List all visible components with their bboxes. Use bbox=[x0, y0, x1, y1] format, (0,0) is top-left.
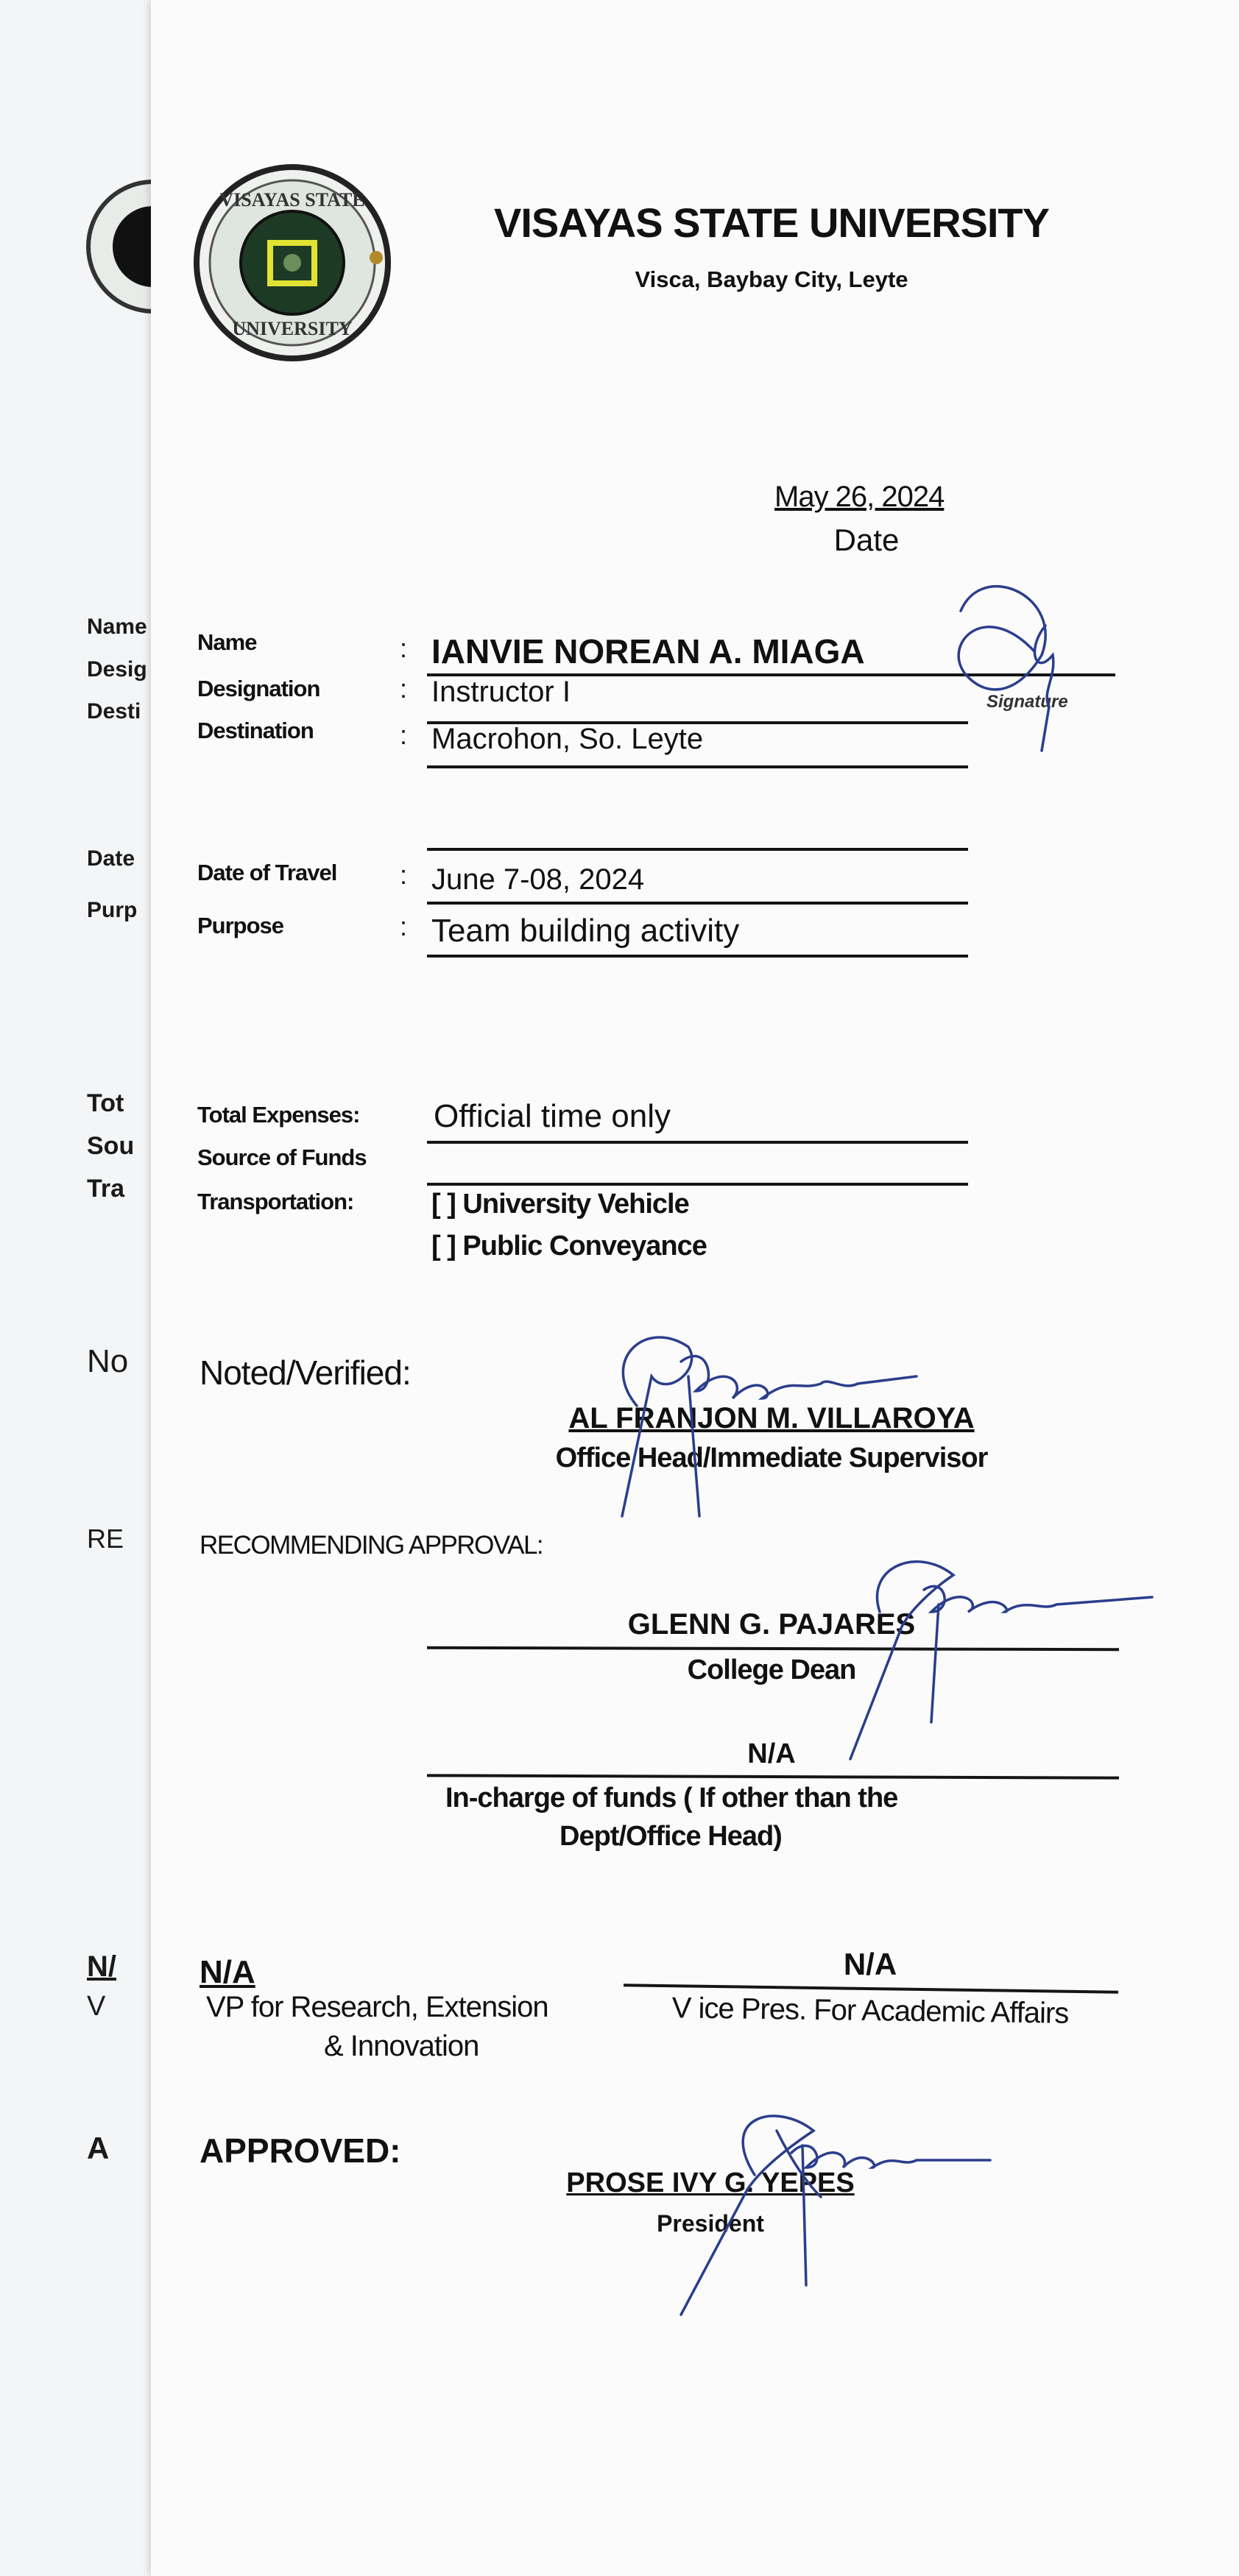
back-label: Desti bbox=[87, 699, 141, 723]
date-value: May 26, 2024 bbox=[774, 481, 945, 513]
funds-title-line-2: Dept/Office Head) bbox=[560, 1821, 782, 1852]
supervisor-signature bbox=[578, 1317, 946, 1524]
transportation-label: Transportation: bbox=[197, 1189, 354, 1214]
dean-name: GLENN G. PAJARES bbox=[627, 1608, 916, 1641]
total-expenses-value: Official time only bbox=[434, 1098, 671, 1134]
blank-underline bbox=[427, 848, 968, 851]
destination-underline bbox=[427, 765, 968, 768]
colon: : bbox=[400, 673, 408, 704]
recommending-label: RECOMMENDING APPROVAL: bbox=[200, 1531, 543, 1560]
designation-value: Instructor I bbox=[431, 676, 571, 708]
president-title: President bbox=[657, 2210, 764, 2237]
vp-research-title-line-2: & Innovation bbox=[324, 2030, 479, 2062]
back-label: Purp bbox=[87, 898, 138, 922]
approved-label: APPROVED: bbox=[200, 2131, 401, 2170]
back-label: Desig bbox=[87, 657, 147, 682]
date-label: Date bbox=[833, 523, 900, 557]
president-name: PROSE IVY G. YEPES bbox=[566, 2168, 855, 2198]
back-label: Name bbox=[87, 615, 147, 639]
back-seal-icon bbox=[80, 166, 151, 335]
colon: : bbox=[400, 720, 408, 750]
dean-signature bbox=[821, 1546, 1167, 1766]
vp-academic-value: N/A bbox=[843, 1947, 897, 1981]
applicant-signature bbox=[939, 567, 1086, 758]
president-signature bbox=[666, 2101, 1079, 2322]
signature-label: Signature bbox=[986, 692, 1068, 712]
colon: : bbox=[400, 633, 408, 663]
designation-label: Designation bbox=[197, 676, 320, 701]
vp-research-value: N/A bbox=[200, 1954, 255, 1990]
back-label: Tot bbox=[87, 1089, 124, 1117]
back-label: Date bbox=[87, 846, 135, 871]
back-label: Tra bbox=[87, 1175, 125, 1203]
destination-value: Macrohon, So. Leyte bbox=[431, 723, 704, 755]
funds-title-line-1: In-charge of funds ( If other than the bbox=[445, 1783, 898, 1814]
source-of-funds-label: Source of Funds bbox=[197, 1144, 367, 1170]
destination-label: Destination bbox=[197, 718, 314, 743]
university-name: VISAYAS STATE UNIVERSITY bbox=[494, 199, 1049, 246]
travel-form-sheet bbox=[151, 0, 1239, 2576]
vp-research-title-line-1: VP for Research, Extension bbox=[206, 1991, 548, 2023]
svg-text:UNIVERSITY: UNIVERSITY bbox=[232, 318, 353, 339]
noted-label: Noted/Verified: bbox=[200, 1354, 411, 1392]
back-label: RE bbox=[87, 1524, 124, 1554]
supervisor-title: Office Head/Immediate Supervisor bbox=[555, 1443, 988, 1473]
total-expenses-label: Total Expenses: bbox=[197, 1102, 360, 1128]
dean-title: College Dean bbox=[687, 1655, 856, 1685]
vp-academic-title: V ice Pres. For Academic Affairs bbox=[671, 1992, 1069, 2030]
funds-value: N/A bbox=[747, 1738, 796, 1769]
name-label: Name bbox=[197, 629, 257, 655]
colon: : bbox=[400, 911, 408, 941]
date-of-travel-label: Date of Travel bbox=[197, 860, 337, 885]
back-label: N/ bbox=[87, 1950, 116, 1983]
back-label: Sou bbox=[87, 1132, 135, 1160]
total-expenses-underline bbox=[427, 1141, 968, 1144]
source-of-funds-underline bbox=[427, 1183, 968, 1186]
funds-underline bbox=[427, 1774, 1119, 1779]
purpose-underline bbox=[427, 955, 968, 958]
back-label: V bbox=[87, 1991, 106, 2022]
date-of-travel-value: June 7-08, 2024 bbox=[431, 863, 645, 896]
name-value: IANVIE NOREAN A. MIAGA bbox=[431, 632, 865, 670]
svg-text:VISAYAS STATE: VISAYAS STATE bbox=[219, 189, 365, 210]
colon: : bbox=[400, 860, 408, 890]
university-seal-icon bbox=[194, 162, 400, 368]
transport-option-public-conveyance[interactable]: [ ] Public Conveyance bbox=[431, 1231, 707, 1262]
purpose-value: Team building activity bbox=[431, 913, 740, 949]
university-address: Visca, Baybay City, Leyte bbox=[635, 266, 908, 292]
supervisor-name: AL FRANJON M. VILLAROYA bbox=[568, 1402, 975, 1434]
date-of-travel-underline bbox=[427, 902, 968, 905]
back-label: No bbox=[87, 1343, 129, 1379]
back-sheet bbox=[0, 0, 151, 2576]
transport-option-university-vehicle[interactable]: [ ] University Vehicle bbox=[431, 1189, 689, 1220]
back-label: A bbox=[87, 2131, 110, 2165]
purpose-label: Purpose bbox=[197, 913, 284, 938]
